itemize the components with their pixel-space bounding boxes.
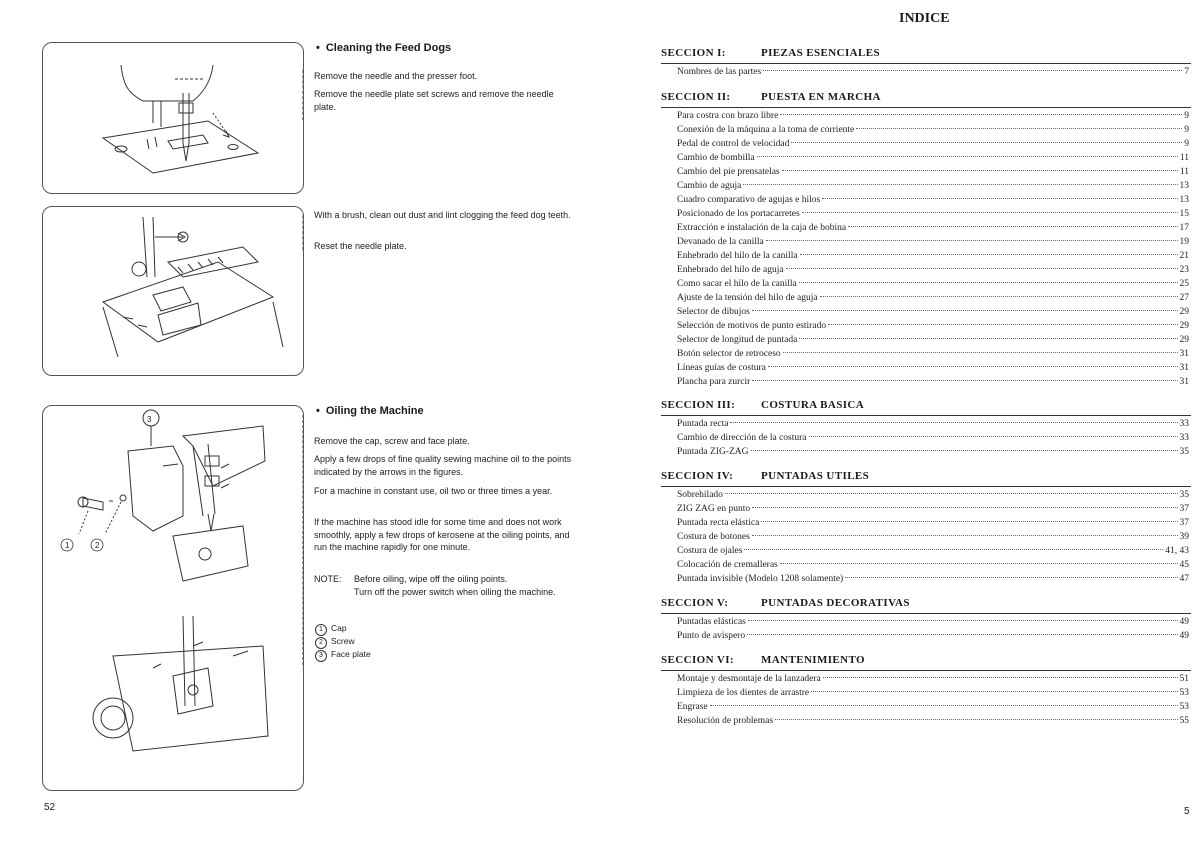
entry-page: 31 xyxy=(1179,377,1189,387)
entry-title: Nombres de las partes xyxy=(677,67,762,77)
leader-dots xyxy=(780,563,1178,564)
leader-dots xyxy=(752,535,1178,536)
entry-page: 29 xyxy=(1179,335,1189,345)
entry-page: 31 xyxy=(1179,363,1189,373)
entry-page: 25 xyxy=(1179,279,1189,289)
leader-dots xyxy=(799,338,1177,339)
toc-entry[interactable] xyxy=(677,67,1189,81)
section-title-feed-dogs xyxy=(316,42,451,54)
section-rule xyxy=(661,107,1191,108)
entry-title: Limpieza de los dientes de arrastre xyxy=(677,688,810,698)
section-name: MANTENIMIENTO xyxy=(761,654,866,666)
paragraph: Reset the needle plate. xyxy=(314,241,407,251)
section-rule xyxy=(661,613,1191,614)
toc-entry[interactable] xyxy=(677,363,1189,377)
leader-dots xyxy=(725,493,1178,494)
entry-page: 33 xyxy=(1179,433,1189,443)
leader-dots xyxy=(828,324,1177,325)
entry-page: 41, 43 xyxy=(1165,546,1189,556)
entry-title: Punto de avispero xyxy=(677,631,746,641)
toc-entry[interactable] xyxy=(677,631,1189,645)
toc-entry[interactable] xyxy=(677,546,1189,560)
entry-title: Puntadas elásticas xyxy=(677,617,746,627)
leader-dots xyxy=(766,240,1178,241)
leader-dots xyxy=(802,212,1178,213)
section-heading xyxy=(661,597,910,609)
entry-title: Costura de ojales xyxy=(677,546,743,556)
entry-title: Ajuste de la tensión del hilo de aguja xyxy=(677,293,818,303)
leader-dots xyxy=(845,577,1177,578)
entry-title: Costura de botones xyxy=(677,532,750,542)
entry-title: Selector de dibujos xyxy=(677,307,750,317)
section-label: SECCION I: xyxy=(661,47,726,59)
entry-title: Como sacar el hilo de la canilla xyxy=(677,279,797,289)
entry-page: 11 xyxy=(1179,167,1189,177)
leader-dots xyxy=(743,184,1177,185)
legend-label: Screw xyxy=(331,636,355,646)
entry-page: 55 xyxy=(1179,716,1189,726)
section-name: PUNTADAS UTILES xyxy=(761,470,870,482)
page-number-left: 52 xyxy=(44,802,56,813)
figure-feed-dog-needle xyxy=(42,42,304,194)
figure-label-3: 3 xyxy=(147,415,152,424)
entry-title: Cambio de aguja xyxy=(677,181,742,191)
toc-entry[interactable] xyxy=(677,688,1189,702)
toc-entry[interactable] xyxy=(677,293,1189,307)
entry-page: 35 xyxy=(1179,447,1189,457)
note-label: NOTE: xyxy=(314,574,342,584)
leader-dots xyxy=(752,380,1177,381)
section-title-text: Cleaning the Feed Dogs xyxy=(325,42,452,54)
toc-entry[interactable] xyxy=(677,251,1189,265)
entry-title: Cambio del pie prensatelas xyxy=(677,167,780,177)
toc-entry[interactable] xyxy=(677,111,1189,125)
brush-cleaning-illustration xyxy=(43,207,303,375)
entry-page: 37 xyxy=(1179,504,1189,514)
section-name: PIEZAS ESENCIALES xyxy=(761,47,880,59)
leader-dots xyxy=(811,691,1177,692)
legend-label: Face plate xyxy=(331,649,371,659)
section-name: COSTURA BASICA xyxy=(761,399,865,411)
section-rule xyxy=(661,486,1191,487)
entry-title: Selector de longitud de puntada xyxy=(677,335,798,345)
entry-title: ZIG ZAG en punto xyxy=(677,504,751,514)
entry-page: 7 xyxy=(1184,67,1189,77)
entry-page: 51 xyxy=(1179,674,1189,684)
section-title-text: Oiling the Machine xyxy=(325,405,424,417)
section-label: SECCION IV: xyxy=(661,470,734,482)
entry-title: Selección de motivos de punto estirado xyxy=(677,321,827,331)
section-heading xyxy=(661,47,880,59)
needle-removal-illustration xyxy=(43,43,303,193)
entry-page: 9 xyxy=(1184,111,1189,121)
entry-title: Devanado de la canilla xyxy=(677,237,764,247)
section-label: SECCION V: xyxy=(661,597,729,609)
page-number-right: 5 xyxy=(1184,806,1190,817)
entry-title: Puntada recta elástica xyxy=(677,518,760,528)
toc-entry[interactable] xyxy=(677,223,1189,237)
section-heading xyxy=(661,470,870,482)
leader-dots xyxy=(761,521,1177,522)
entry-page: 33 xyxy=(1179,419,1189,429)
toc-entry[interactable] xyxy=(677,419,1189,433)
column-divider xyxy=(302,70,303,120)
entry-title: Sobrehilado xyxy=(677,490,723,500)
toc-entry[interactable] xyxy=(677,702,1189,716)
paragraph: Remove the needle plate set screws and remove the needle plate. xyxy=(314,89,554,112)
leader-dots xyxy=(782,170,1178,171)
leader-dots xyxy=(800,254,1178,255)
leader-dots xyxy=(799,282,1178,283)
toc-entry[interactable] xyxy=(677,447,1189,461)
toc-entry[interactable] xyxy=(677,335,1189,349)
toc-entry[interactable] xyxy=(677,674,1189,688)
leader-dots xyxy=(822,198,1177,199)
entry-title: Engrase xyxy=(677,702,708,712)
entry-title: Extracción e instalación de la caja de bobina xyxy=(677,223,847,233)
section-label: SECCION VI: xyxy=(661,654,734,666)
note-line: Before oiling, wipe off the oiling points. xyxy=(354,574,508,584)
toc-entry[interactable] xyxy=(677,532,1189,546)
entry-page: 39 xyxy=(1179,532,1189,542)
section-heading xyxy=(661,399,865,411)
toc-entry[interactable] xyxy=(677,716,1189,730)
paragraph: Remove the cap, screw and face plate. xyxy=(314,436,470,446)
leader-dots xyxy=(783,352,1178,353)
toc-entry[interactable] xyxy=(677,153,1189,167)
section-rule xyxy=(661,63,1191,64)
entry-title: Montaje y desmontaje de la lanzadera xyxy=(677,674,821,684)
paragraph: Remove the needle and the presser foot. xyxy=(314,71,478,81)
entry-page: 49 xyxy=(1179,631,1189,641)
leader-dots xyxy=(823,677,1178,678)
note-block xyxy=(314,573,584,613)
section-label: SECCION II: xyxy=(661,91,731,103)
entry-page: 23 xyxy=(1179,265,1189,275)
leader-dots xyxy=(751,450,1178,451)
column-divider xyxy=(302,415,303,665)
leader-dots xyxy=(748,620,1178,621)
entry-page: 9 xyxy=(1184,139,1189,149)
leader-dots xyxy=(775,719,1177,720)
leader-dots xyxy=(710,705,1178,706)
section-heading xyxy=(661,654,866,666)
bullet-icon: • xyxy=(316,42,320,54)
legend-label: Cap xyxy=(331,623,347,633)
legend-number: 2 xyxy=(315,637,327,649)
entry-title: Resolución de problemas xyxy=(677,716,774,726)
entry-title: Pedal de control de velocidad xyxy=(677,139,790,149)
toc-entry[interactable] xyxy=(677,433,1189,447)
entry-page: 29 xyxy=(1179,307,1189,317)
toc-entry[interactable] xyxy=(677,125,1189,139)
entry-page: 9 xyxy=(1184,125,1189,135)
legend-number: 1 xyxy=(315,624,327,636)
entry-page: 35 xyxy=(1179,490,1189,500)
entry-title: Puntada invisible (Modelo 1208 solamente) xyxy=(677,574,844,584)
entry-title: Cuadro comparativo de agujas e hilos xyxy=(677,195,821,205)
paragraph: Apply a few drops of fine quality sewing machine oil to the points indicated by the arrows in the figures. xyxy=(314,454,572,477)
entry-title: Posicionado de los portacarretes xyxy=(677,209,800,219)
legend-number: 3 xyxy=(315,650,327,662)
figure-oiling xyxy=(42,405,304,791)
leader-dots xyxy=(768,366,1178,367)
figure-feed-dog-brush xyxy=(42,206,304,376)
entry-title: Enhebrado del hilo de la canilla xyxy=(677,251,798,261)
leader-dots xyxy=(820,296,1178,297)
entry-page: 31 xyxy=(1179,349,1189,359)
section-name: PUESTA EN MARCHA xyxy=(761,91,881,103)
leader-dots xyxy=(786,268,1178,269)
entry-page: 15 xyxy=(1179,209,1189,219)
entry-title: Botón selector de retroceso xyxy=(677,349,781,359)
entry-page: 19 xyxy=(1179,237,1189,247)
leader-dots xyxy=(791,142,1182,143)
legend-item-face-plate xyxy=(315,649,371,662)
entry-title: Colocación de cremalleras xyxy=(677,560,778,570)
section-label: SECCION III: xyxy=(661,399,736,411)
figure-label-1: 1 xyxy=(65,541,70,550)
bullet-icon: • xyxy=(316,405,320,417)
entry-page: 27 xyxy=(1179,293,1189,303)
entry-title: Puntada recta xyxy=(677,419,729,429)
entry-title: Líneas guías de costura xyxy=(677,363,766,373)
toc-entry[interactable] xyxy=(677,321,1189,335)
section-name: PUNTADAS DECORATIVAS xyxy=(761,597,910,609)
section-rule xyxy=(661,415,1191,416)
leader-dots xyxy=(752,310,1178,311)
entry-page: 29 xyxy=(1179,321,1189,331)
toc-entry[interactable] xyxy=(677,237,1189,251)
leader-dots xyxy=(752,507,1177,508)
toc-entry[interactable] xyxy=(677,181,1189,195)
toc-entry[interactable] xyxy=(677,349,1189,363)
entry-page: 49 xyxy=(1179,617,1189,627)
entry-page: 37 xyxy=(1179,518,1189,528)
entry-page: 53 xyxy=(1179,702,1189,712)
leader-dots xyxy=(757,156,1178,157)
toc-entry[interactable] xyxy=(677,617,1189,631)
entry-page: 45 xyxy=(1179,560,1189,570)
oiling-illustration xyxy=(43,406,303,790)
leader-dots xyxy=(809,436,1178,437)
toc-entry[interactable] xyxy=(677,279,1189,293)
entry-title: Cambio de dirección de la costura xyxy=(677,433,807,443)
paragraph: With a brush, clean out dust and lint clogging the feed dog teeth. xyxy=(314,210,571,220)
note-line: Turn off the power switch when oiling the machine. xyxy=(354,586,556,597)
entry-title: Conexión de la máquina a la toma de corriente xyxy=(677,125,855,135)
leader-dots xyxy=(856,128,1182,129)
section-title-oiling xyxy=(316,405,424,417)
entry-page: 21 xyxy=(1179,251,1189,261)
toc-entry[interactable] xyxy=(677,167,1189,181)
paragraph: If the machine has stood idle for some time and does not work smoothly, apply a few drops of kerosene at the oiling points, and run the machine rapidly for one minute. xyxy=(314,517,570,552)
toc-entry[interactable] xyxy=(677,195,1189,209)
section-heading xyxy=(661,91,881,103)
figure-label-2: 2 xyxy=(95,541,100,550)
entry-title: Puntada ZIG-ZAG xyxy=(677,447,749,457)
legend-item-cap xyxy=(315,623,347,636)
entry-title: Enhebrado del hilo de aguja xyxy=(677,265,784,275)
toc-entry[interactable] xyxy=(677,307,1189,321)
entry-page: 13 xyxy=(1179,195,1189,205)
leader-dots xyxy=(780,114,1182,115)
toc-entry[interactable] xyxy=(677,139,1189,153)
leader-dots xyxy=(747,634,1177,635)
toc-entry[interactable] xyxy=(677,209,1189,223)
toc-entry[interactable] xyxy=(677,574,1189,588)
toc-entry[interactable] xyxy=(677,518,1189,532)
entry-page: 53 xyxy=(1179,688,1189,698)
toc-entry[interactable] xyxy=(677,504,1189,518)
entry-page: 47 xyxy=(1179,574,1189,584)
toc-entry[interactable] xyxy=(677,560,1189,574)
entry-title: Plancha para zurcir xyxy=(677,377,751,387)
leader-dots xyxy=(730,422,1177,423)
column-divider xyxy=(302,210,303,250)
toc-entry[interactable] xyxy=(677,265,1189,279)
entry-page: 13 xyxy=(1179,181,1189,191)
entry-page: 11 xyxy=(1179,153,1189,163)
entry-page: 17 xyxy=(1179,223,1189,233)
leader-dots xyxy=(848,226,1177,227)
entry-title: Para costra con brazo libre xyxy=(677,111,779,121)
legend-item-screw xyxy=(315,636,355,649)
paragraph: For a machine in constant use, oil two or three times a year. xyxy=(314,486,553,496)
toc-entry[interactable] xyxy=(677,377,1189,391)
page-title: INDICE xyxy=(899,11,950,26)
leader-dots xyxy=(744,549,1163,550)
toc-entry[interactable] xyxy=(677,490,1189,504)
section-rule xyxy=(661,670,1191,671)
leader-dots xyxy=(763,70,1182,71)
entry-title: Cambio de bombilla xyxy=(677,153,755,163)
